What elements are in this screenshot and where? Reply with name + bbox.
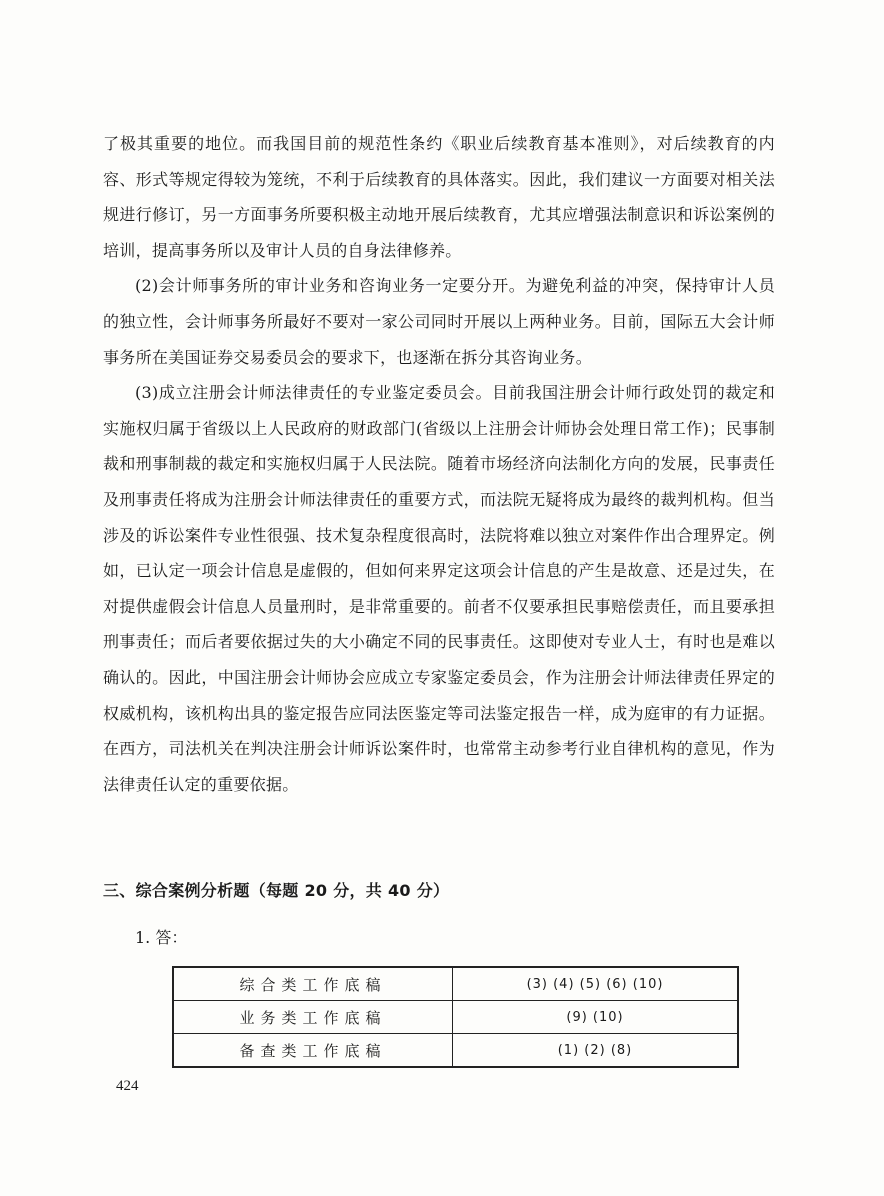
paragraph-2: (2)会计师事务所的审计业务和咨询业务一定要分开。为避免利益的冲突，保持审计人员的独立性，会计师事务所最好不要对一家公司同时开展以上两种业务。目前，国际五大会计师事务所在美国证券交易委员会的要求下，也逐渐在拆分其咨询业务。 <box>103 276 775 367</box>
page-number: 424 <box>116 1078 139 1094</box>
table-cell-value: (1) (2) (8) <box>453 1034 739 1068</box>
table-row <box>173 1001 738 1034</box>
table-cell-label: 综合类工作底稿 <box>173 967 453 1001</box>
working-papers-table <box>172 966 739 1068</box>
table-cell-label: 备查类工作底稿 <box>173 1034 453 1068</box>
section-heading: 三、综合案例分析题（每题 20 分，共 40 分） <box>103 881 450 900</box>
answer-label: 1. 答： <box>135 928 188 947</box>
paragraph-3: (3)成立注册会计师法律责任的专业鉴定委员会。目前我国注册会计师行政处罚的裁定和实施权归属于省级以上人民政府的财政部门(省级以上注册会计师协会处理日常工作)；民事制裁和刑事制裁的裁定和实施权归属于人民法院。随着市场经济向法制化方向的发展，民事责任及刑事责任将成为注册会计师法律责任的重要方式，而法院无疑将成为最终的裁判机构。但当涉及的诉讼案件专业性很强、技术复杂程度很高时，法院将难以独立对案件作出合理界定。例如，已认定一项会计信息是虚假的，但如何来界定这项会计信息的产生是故意、还是过失，在对提供虚假会计信息人员量刑时，是非常重要的。前者不仅要承担民事赔偿责任，而且要承担刑事责任；而后者要依据过失的大小确定不同的民事责任。这即使对专业人士，有时也是难以确认的。因此，中国注册会计师协会应成立专家鉴定委员会，作为注册会计师法律责任界定的权威机构，该机构出具的鉴定报告应同法医鉴定等司法鉴定报告一样，成为庭审的有力证据。在西方，司法机关在判决注册会计师诉讼案件时，也常常主动参考行业自律机构的意见，作为法律责任认定的重要依据。 <box>103 383 775 794</box>
paragraph-continuation: 了极其重要的地位。而我国目前的规范性条约《职业后续教育基本准则》，对后续教育的内容、形式等规定得较为笼统，不利于后续教育的具体落实。因此，我们建议一方面要对相关法规进行修订，另一方面事务所要积极主动地开展后续教育，尤其应增强法制意识和诉讼案例的培训，提高事务所以及审计人员的自身法律修养。 <box>103 134 775 260</box>
table-row <box>173 967 738 1001</box>
table-cell-label: 业务类工作底稿 <box>173 1001 453 1034</box>
table-cell-value: (3) (4) (5) (6) (10) <box>453 967 739 1001</box>
body-text <box>103 126 775 802</box>
table-cell-value: (9) (10) <box>453 1001 739 1034</box>
table-row <box>173 1034 738 1068</box>
